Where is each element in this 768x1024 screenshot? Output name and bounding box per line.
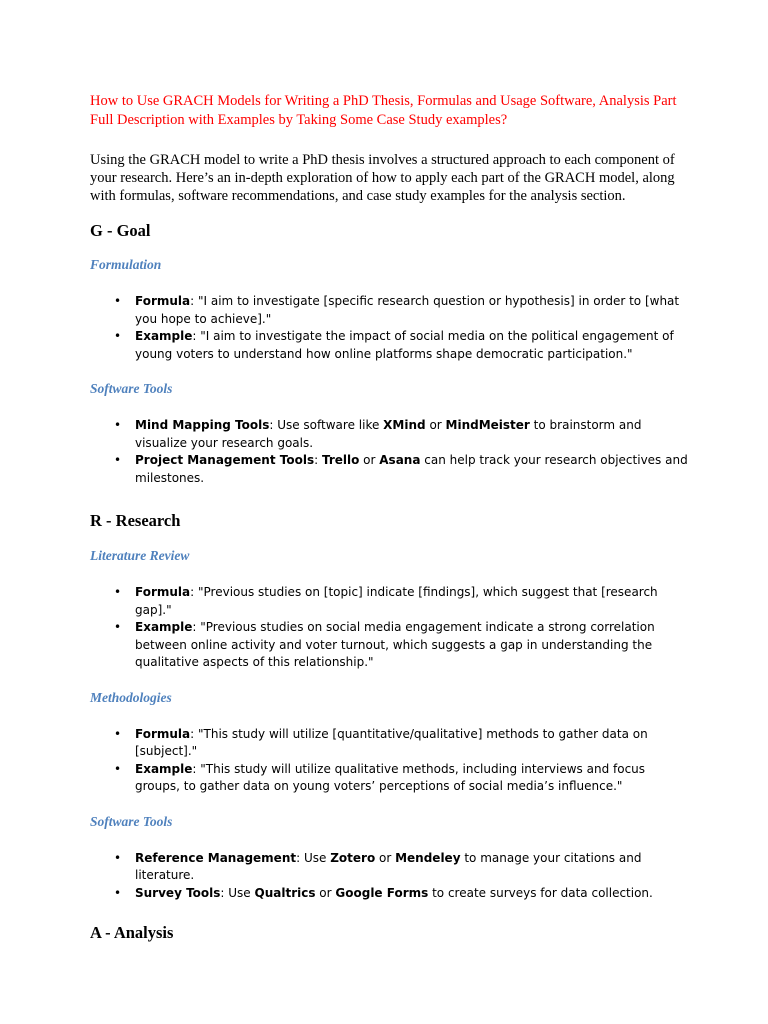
bullet-icon: • xyxy=(114,885,122,900)
bullet-icon: • xyxy=(114,453,122,467)
item-text: : "This study will utilize qualitative methods, including interviews and focus groups, to gather data on young voters’ perceptions of social media’s influence." xyxy=(135,761,646,793)
tool-name: Trello xyxy=(321,453,360,467)
tool-name: Zotero xyxy=(330,850,376,865)
bullet-icon: • xyxy=(114,620,122,634)
item-text: to brainstorm and visualize your research goals. xyxy=(135,418,642,450)
list-item xyxy=(90,417,690,452)
item-label: Example xyxy=(135,329,193,343)
item-text: can help track your research objectives and milestones. xyxy=(135,453,688,485)
item-text: or xyxy=(315,885,336,900)
heading-analysis: A - Analysis xyxy=(90,923,174,942)
software-list xyxy=(90,417,690,487)
literature-list xyxy=(90,584,690,672)
subheading-literature-review: Literature Review xyxy=(90,548,190,563)
bullet-icon: • xyxy=(114,761,122,776)
item-label: Example xyxy=(135,620,193,634)
bullet-icon: • xyxy=(114,294,122,308)
item-text: to manage your citations and literature. xyxy=(135,850,642,882)
list-item xyxy=(90,452,690,487)
software-list xyxy=(90,850,690,903)
item-label: Example xyxy=(135,761,193,776)
item-label: Reference Management xyxy=(135,850,297,865)
list-item xyxy=(90,726,690,761)
item-text: : Use software like xyxy=(269,418,384,432)
item-text: : "Previous studies on social media engagement indicate a strong correlation between online activity and voter turnout, which suggests a gap in understanding the qualitative aspects of this relationship." xyxy=(135,620,655,669)
heading-research: R - Research xyxy=(90,511,181,530)
intro-paragraph: Using the GRACH model to write a PhD thesis involves a structured approach to each component of your research. Here’s an in-depth exploration of how to apply each part of the GRACH model, along with formulas, software recommendations, and case study examples for the analysis section. xyxy=(90,152,675,204)
item-label: Project Management Tools xyxy=(135,453,315,467)
tool-name: XMind xyxy=(383,418,426,432)
list-item xyxy=(90,850,690,885)
heading-goal: G - Goal xyxy=(90,221,151,240)
item-text: : "I aim to investigate the impact of social media on the political engagement of young voters to understand how online platforms shape democratic participation." xyxy=(135,329,674,361)
bullet-icon: • xyxy=(114,726,122,741)
tool-name: Mendeley xyxy=(395,850,461,865)
item-label: Formula xyxy=(135,585,191,599)
bullet-icon: • xyxy=(114,850,122,865)
formulation-list xyxy=(90,293,690,363)
item-text: or xyxy=(375,850,396,865)
tool-name: Asana xyxy=(379,453,421,467)
item-text: : "This study will utilize [quantitative/qualitative] methods to gather data on [subject]." xyxy=(135,726,648,758)
bullet-icon: • xyxy=(114,418,122,432)
tool-name: Qualtrics xyxy=(254,885,316,900)
item-text: or xyxy=(359,453,380,467)
tool-name: MindMeister xyxy=(445,418,530,432)
tool-name: Google Forms xyxy=(335,885,429,900)
item-label: Formula xyxy=(135,726,191,741)
subheading-software-tools: Software Tools xyxy=(90,381,173,396)
methodologies-list xyxy=(90,726,690,796)
item-text: : "Previous studies on [topic] indicate [findings], which suggest that [research gap]." xyxy=(135,585,658,617)
item-label: Mind Mapping Tools xyxy=(135,418,270,432)
item-text: : Use xyxy=(296,850,331,865)
item-text: : xyxy=(314,453,322,467)
subheading-software-tools: Software Tools xyxy=(90,813,173,829)
item-text: : Use xyxy=(220,885,255,900)
bullet-icon: • xyxy=(114,585,122,599)
list-item xyxy=(90,293,690,328)
list-item xyxy=(90,619,690,672)
document-title: How to Use GRACH Models for Writing a PhD Thesis, Formulas and Usage Software, Analysis Part Full Description with Examples by Taking Some Case Study examples? xyxy=(90,93,677,128)
item-label: Survey Tools xyxy=(135,885,221,900)
item-text: or xyxy=(425,418,446,432)
list-item xyxy=(90,885,690,903)
item-text: to create surveys for data collection. xyxy=(428,885,653,900)
item-label: Formula xyxy=(135,294,191,308)
item-text: : "I aim to investigate [specific research question or hypothesis] in order to [what you hope to achieve]." xyxy=(135,294,680,326)
subheading-methodologies: Methodologies xyxy=(90,689,172,705)
list-item xyxy=(90,584,690,619)
subheading-formulation: Formulation xyxy=(90,257,162,272)
list-item xyxy=(90,761,690,796)
bullet-icon: • xyxy=(114,329,122,343)
document-page xyxy=(90,92,690,944)
list-item xyxy=(90,328,690,363)
